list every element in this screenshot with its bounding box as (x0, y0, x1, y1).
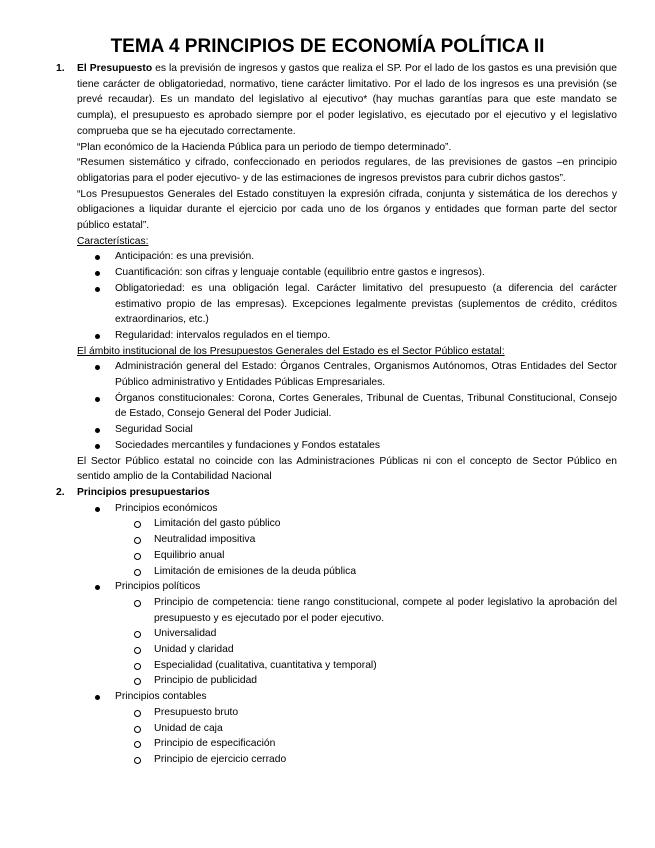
list-item: Universalidad (154, 626, 617, 642)
section-number: 2. (56, 486, 65, 498)
sublist (115, 516, 617, 579)
list-item: Regularidad: intervalos regulados en el tiempo. (115, 328, 617, 344)
caracteristicas-list (77, 249, 617, 343)
list-item: Principio de especificación (154, 736, 617, 752)
section-number: 1. (56, 63, 65, 74)
list-item: Limitación del gasto público (154, 516, 617, 532)
list-item: Principio de ejercicio cerrado (154, 752, 617, 768)
list-item: Principio de competencia: tiene rango constitucional, compete al poder legislativo la aprobación del presupuesto y es ejecutado por el poder ejecutivo. (154, 595, 617, 626)
list-item: Obligatoriedad: es una obligación legal. Carácter limitativo del presupuesto (a diferencia del carácter estimativo propio de las empresas). Excepciones legalmente previstas (suplementos de crédito, créditos extraordinarios, etc.) (115, 281, 617, 328)
page-title: TEMA 4 PRINCIPIOS DE ECONOMÍA POLÍTICA II (110, 36, 545, 57)
presupuesto-text: es la previsión de ingresos y gastos que realiza el SP. Por el lado de los gastos es una previsión que tiene carácter de obligatoriedad, normativo, tiene carácter limitativo. Por el lado de los ingresos es una previsión (se prevé recaudar). Es un mandato del legislativo al ejecutivo* (hay muchas garantías para que este mandato se cumpla), el presupuesto es aprobado siempre por el poder legislativo, es ejecutado por el ejecutivo y el legislativo comprueba que se ha ejecutado correctamente. (77, 63, 617, 137)
list-item: Sociedades mercantiles y fundaciones y Fondos estatales (115, 438, 617, 454)
presupuesto-term: El Presupuesto (77, 63, 153, 74)
caracteristicas-heading: Características: (77, 235, 149, 247)
ambito-heading: El ámbito institucional de los Presupuestos Generales del Estado es el Sector Público estatal: (77, 345, 505, 357)
list-item: Anticipación: es una previsión. (115, 249, 617, 265)
group-label: Principios políticos (115, 581, 201, 593)
group-label: Principios contables (115, 691, 207, 703)
group-politicos (115, 579, 617, 689)
sublist (115, 595, 617, 689)
quote-paragraph: “Resumen sistemático y cifrado, confeccionado en periodos regulares, de las previsiones de gastos –en principio obligatorias para el poder ejecutivo- y de las estimaciones de ingresos previstos para cubrir dichos gastos”. (77, 157, 617, 184)
list-item: Neutralidad impositiva (154, 532, 617, 548)
closing-paragraph: El Sector Público estatal no coincide con las Administraciones Públicas ni con el concepto de Sector Público en sentido amplio de la Contabilidad Nacional (77, 455, 617, 483)
section-principios (0, 485, 617, 768)
ambito-list (77, 359, 617, 453)
principios-heading: Principios presupuestarios (77, 486, 210, 498)
list-item: Principio de publicidad (154, 673, 617, 689)
quote-paragraph: “Los Presupuestos Generales del Estado constituyen la expresión cifrada, conjunta y sistemática de los derechos y obligaciones a liquidar durante el ejercicio por cada uno de los órganos y entidades que forman parte del sector público estatal”. (77, 188, 617, 232)
presupuesto-definition (77, 61, 617, 140)
list-item: Equilibrio anual (154, 548, 617, 564)
section-presupuesto (0, 61, 617, 485)
list-item: Unidad de caja (154, 721, 617, 737)
list-item: Administración general del Estado: Órganos Centrales, Organismos Autónomos, Otras Entidades del Sector Público administrativo y Entidades Públicas Empresariales. (115, 359, 617, 390)
group-economicos (115, 501, 617, 580)
group-label: Principios económicos (115, 502, 218, 514)
list-item: Unidad y claridad (154, 642, 617, 658)
list-item: Órganos constitucionales: Corona, Cortes Generales, Tribunal de Cuentas, Tribunal Constitucional, Consejo de Estado, Consejo General del Poder Judicial. (115, 391, 617, 422)
quote-paragraph: “Plan económico de la Hacienda Pública para un periodo de tiempo determinado”. (77, 141, 452, 153)
list-item: Cuantificación: son cifras y lenguaje contable (equilibrio entre gastos e ingresos). (115, 265, 617, 281)
principios-groups (77, 501, 617, 768)
sublist (115, 705, 617, 768)
list-item: Limitación de emisiones de la deuda pública (154, 564, 617, 580)
group-contables (115, 689, 617, 768)
list-item: Seguridad Social (115, 422, 617, 438)
list-item: Presupuesto bruto (154, 705, 617, 721)
list-item: Especialidad (cualitativa, cuantitativa y temporal) (154, 658, 617, 674)
